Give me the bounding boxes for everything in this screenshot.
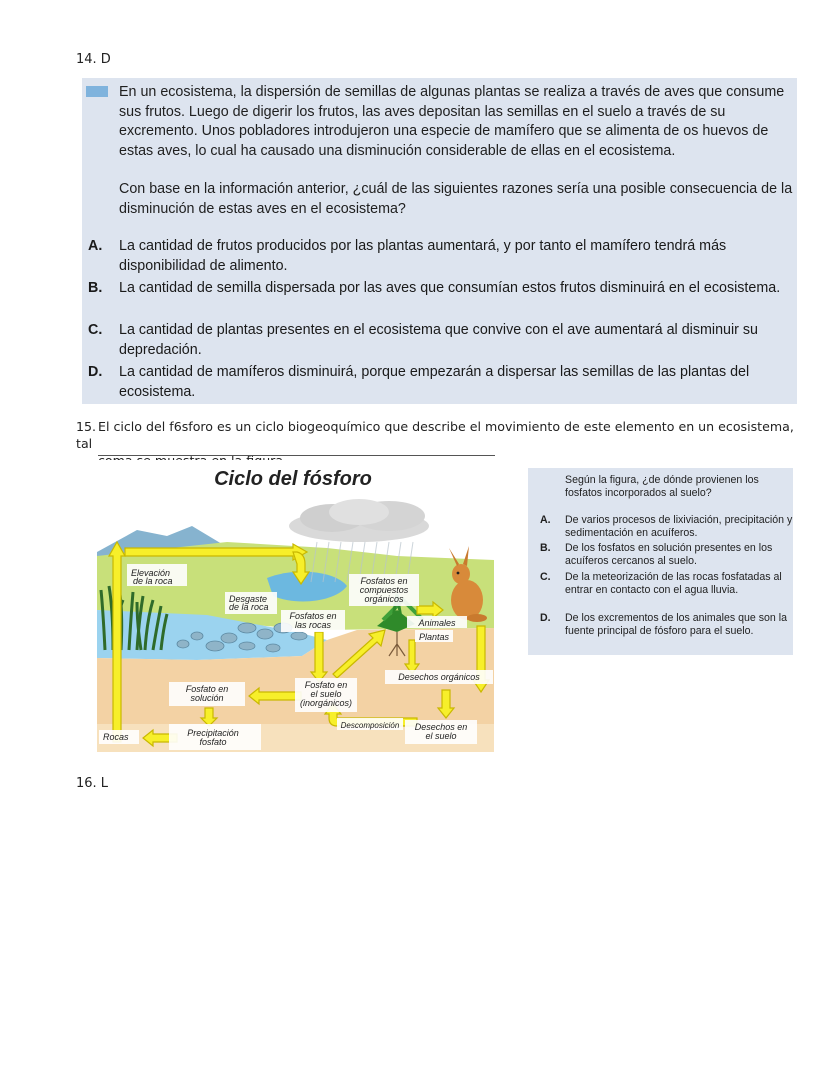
question-15-number: 15. [76, 419, 97, 434]
q15-option-b-text: De los fosfatos en solución presentes en los acuíferos cercanos al suelo. [565, 542, 773, 567]
label-de-la-roca: de la roca [133, 576, 173, 586]
label-fosfato-suelo-3: (inorgánicos) [299, 698, 353, 708]
question-15-panel [528, 468, 793, 655]
label-desgaste-roca: de la roca [229, 602, 269, 612]
label-rocas: Rocas [103, 732, 129, 742]
q15-option-a-text: De varios procesos de lixiviación, precipitación y sedimentación en acuíferos. [565, 514, 793, 539]
question-15-prompt: Según la figura, ¿de dónde provienen los fosfatos incorporados al suelo? [565, 474, 759, 499]
label-fosfato-suelo-2: el suelo [310, 689, 342, 699]
option-c-letter: C. [88, 322, 103, 338]
q15-option-d-text: De los excrementos de los animales que son la fuente principal de fósforo para el suelo. [565, 612, 787, 637]
label-precipitacion-1: Precipitación [187, 728, 239, 738]
q15-option-b-letter: B. [540, 542, 551, 554]
label-fosfato-solucion-2: solución [190, 693, 224, 703]
question-14-number: 14. D [76, 52, 111, 67]
label-precipitacion-2: fosfato [199, 737, 227, 747]
label-plantas: Plantas [418, 632, 450, 642]
label-fosfatos-compuestos-1: Fosfatos en [360, 576, 408, 586]
option-b-letter: B. [88, 280, 103, 296]
q15-option-a-letter: A. [540, 514, 551, 526]
question-16-number: 16. L [76, 776, 109, 791]
option-d-letter: D. [88, 364, 103, 380]
question-15-line-1: El ciclo del f6sforo es un ciclo biogeoquímico que describe el movimiento de este elemento en un ecosistema, tal [76, 419, 794, 451]
q15-option-d-letter: D. [540, 612, 551, 624]
q15-option-c-letter: C. [540, 571, 551, 583]
label-desgaste: Desgaste [229, 594, 268, 604]
question-14-prompt: Con base en la información anterior, ¿cuál de las siguientes razones sería una posible consecuencia de la disminución de estas aves en el ecosistema? [119, 181, 793, 217]
question-14-context: En un ecosistema, la dispersión de semillas de algunas plantas se realiza a través de aves que consume sus frutos. Luego de digerir los frutos, las aves depositan las semillas en el suelo a través de su excremento. Unos pobladores introdujeron una especie de mamífero que se alimenta de os huevos de estas aves, lo cual ha causado una disminución considerable de ellas en el ecosistema. [119, 84, 785, 159]
phosphorus-cycle-diagram [97, 460, 494, 752]
option-d-text: La cantidad de mamíferos disminuirá, porque empezarán a dispersar las semillas de las plantas del ecosistema. [119, 364, 750, 400]
label-fosfato-suelo-1: Fosfato en [304, 680, 348, 690]
option-c-text: La cantidad de plantas presentes en el ecosistema que convive con el ave aumentará al disminuir su depredación. [119, 322, 758, 358]
label-descomposicion: Descomposición [340, 721, 400, 730]
label-elevacion: Elevación [131, 568, 171, 578]
option-b-text: La cantidad de semilla dispersada por las aves que consumían estos frutos disminuirá en el ecosistema. [119, 280, 781, 296]
label-desechos-suelo-2: el suelo [425, 731, 457, 741]
label-fosfatos-compuestos-2: compuestos [359, 585, 409, 595]
label-fosfatos-compuestos-3: orgánicos [364, 594, 404, 604]
underline-rule [98, 455, 495, 456]
diagram-title: Ciclo del fósforo [214, 468, 372, 490]
option-a-letter: A. [88, 238, 103, 254]
q15-option-c-text: De la meteorización de las rocas fosfatadas al entrar en contacto con el agua lluvia. [565, 571, 782, 596]
label-desechos-organicos: Desechos orgánicos [398, 672, 480, 682]
option-a-text: La cantidad de frutos producidos por las plantas aumentará, y por tanto el mamífero tendrá más disponibilidad de alimento. [119, 238, 727, 274]
question-marker [86, 86, 108, 97]
label-fosfato-solucion-1: Fosfato en [185, 684, 229, 694]
label-fosfatos-rocas-2: las rocas [294, 620, 332, 630]
label-fosfatos-rocas-1: Fosfatos en [289, 611, 337, 621]
label-desechos-suelo-1: Desechos en [414, 722, 468, 732]
label-animales: Animales [418, 618, 456, 628]
